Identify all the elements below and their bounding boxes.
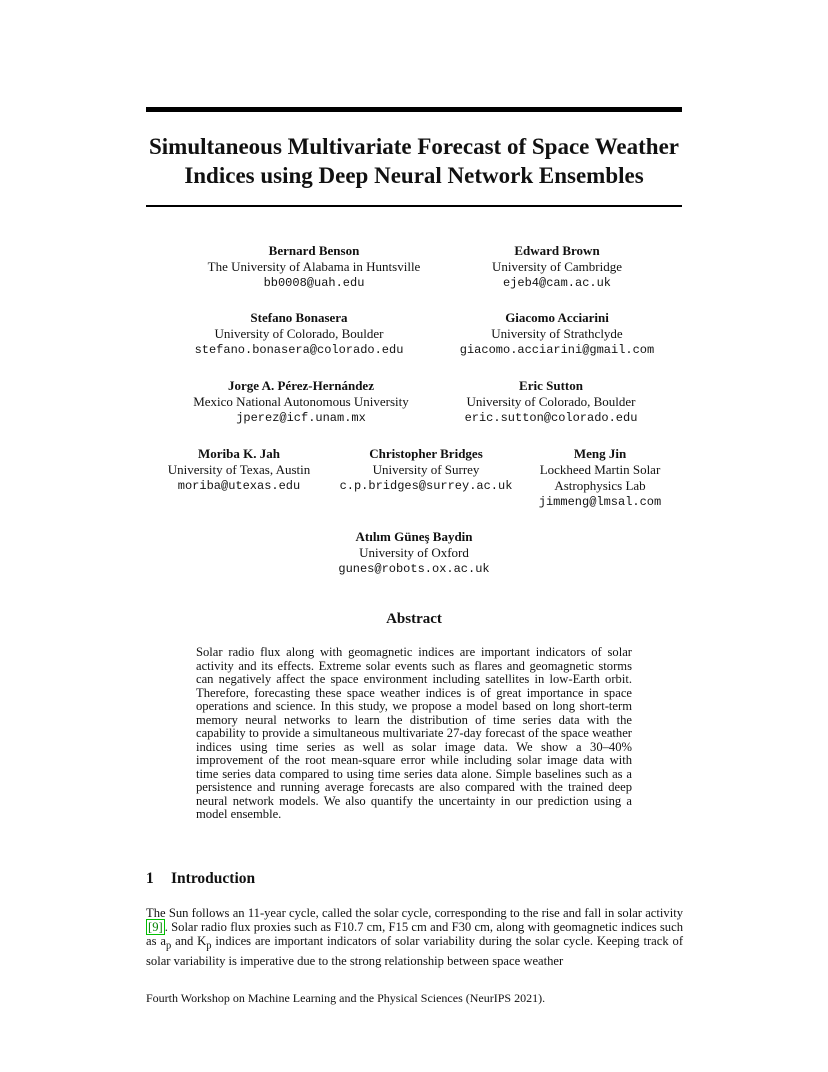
intro-text: and K — [171, 934, 207, 949]
author-block — [336, 446, 516, 494]
author-block — [447, 243, 667, 291]
subscript: p — [206, 940, 212, 952]
footer-note: Fourth Workshop on Machine Learning and the Physical Sciences (NeurIPS 2021). — [146, 991, 546, 1005]
author-block — [314, 529, 514, 577]
author-affiliation: University of Cambridge — [492, 259, 622, 274]
author-block — [528, 446, 672, 510]
author-block — [432, 310, 682, 358]
author-email: gunes@robots.ox.ac.uk — [338, 562, 490, 576]
abstract-heading: Abstract — [386, 611, 442, 627]
author-affiliation: The University of Alabama in Huntsville — [207, 259, 421, 274]
author-affiliation: University of Texas, Austin — [167, 462, 311, 477]
author-affiliation: University of Surrey — [372, 462, 480, 477]
author-name: Atılım Güneş Baydin — [355, 529, 473, 544]
intro-text: . Solar radio flux proxies such as F10.7 cm, F15 cm and F30 cm, along with geomagnetic indices such as a — [146, 920, 683, 949]
section-title: Introduction — [171, 870, 256, 887]
author-block — [184, 243, 444, 291]
author-email: eric.sutton@colorado.edu — [464, 411, 638, 425]
author-email: moriba@utexas.edu — [177, 479, 301, 493]
paper-title — [120, 132, 708, 190]
subscript: p — [165, 940, 172, 952]
author-name: Stefano Bonasera — [250, 310, 348, 325]
section-number: 1 — [146, 870, 154, 887]
author-affiliation: Lockheed Martin Solar — [539, 462, 661, 477]
author-name: Jorge A. Pérez-Hernández — [228, 378, 374, 393]
intro-text: The Sun follows an 11-year cycle, called the solar cycle, corresponding to the rise and fall in solar activity — [146, 906, 683, 920]
author-email: c.p.bridges@surrey.ac.uk — [339, 479, 513, 493]
author-block — [441, 378, 661, 426]
author-affiliation: University of Colorado, Boulder — [214, 326, 384, 341]
author-affiliation: Astrophysics Lab — [554, 478, 646, 493]
author-name: Eric Sutton — [519, 378, 583, 393]
title-rule-top — [146, 107, 682, 112]
author-email: bb0008@uah.edu — [263, 276, 365, 290]
author-name: Edward Brown — [514, 243, 600, 258]
abstract-text: Solar radio flux along with geomagnetic indices are important indicators of solar activity and its effects. Extreme solar events such as flares and geomagnetic storms can negatively affect the space environment including satellites in low-Earth orbit. Therefore, forecasting these space weather indices is of great importance in space operations and science. In this study, we propose a model based on long short-term memory neural networks to learn the distribution of time series data with the capability to provide a simultaneous multivariate 27-day forecast of the space weather indices using time series as well as solar image data. We show a 30–40% improvement of the root mean-square error while including solar image data with time series data compared to using time series data alone. Simple baselines such as a persistence and running average forecasts are also compared with the trained deep neural network models. We also quantify the uncertainty in our prediction using a model ensemble. — [196, 645, 632, 821]
citation-link[interactable]: [9] — [148, 920, 163, 935]
author-affiliation: University of Colorado, Boulder — [466, 394, 636, 409]
author-email: jperez@icf.unam.mx — [236, 411, 366, 425]
title-rule-bottom — [146, 205, 682, 207]
author-name: Bernard Benson — [268, 243, 360, 258]
author-block — [176, 378, 426, 426]
section-heading — [146, 870, 255, 888]
title-line-2: Indices using Deep Neural Network Ensembles — [184, 163, 644, 188]
author-email: jimmeng@lmsal.com — [538, 495, 662, 509]
author-name: Giacomo Acciarini — [505, 310, 609, 325]
title-line-1: Simultaneous Multivariate Forecast of Space Weather — [149, 134, 679, 159]
author-email: stefano.bonasera@colorado.edu — [194, 343, 404, 357]
intro-paragraph — [146, 906, 683, 968]
author-affiliation: Mexico National Autonomous University — [193, 394, 409, 409]
author-name: Christopher Bridges — [369, 446, 483, 461]
author-name: Moriba K. Jah — [198, 446, 280, 461]
author-affiliation: University of Oxford — [359, 545, 469, 560]
intro-text: indices are important indicators of solar variability during the solar cycle. Keeping track of solar variability is imperative due to the strong relationship between space weather — [146, 934, 684, 969]
author-name: Meng Jin — [573, 446, 627, 461]
author-email: giacomo.acciarini@gmail.com — [459, 343, 655, 357]
author-block — [154, 446, 324, 494]
author-block — [174, 310, 424, 358]
author-affiliation: University of Strathclyde — [491, 326, 623, 341]
author-email: ejeb4@cam.ac.uk — [502, 276, 612, 290]
